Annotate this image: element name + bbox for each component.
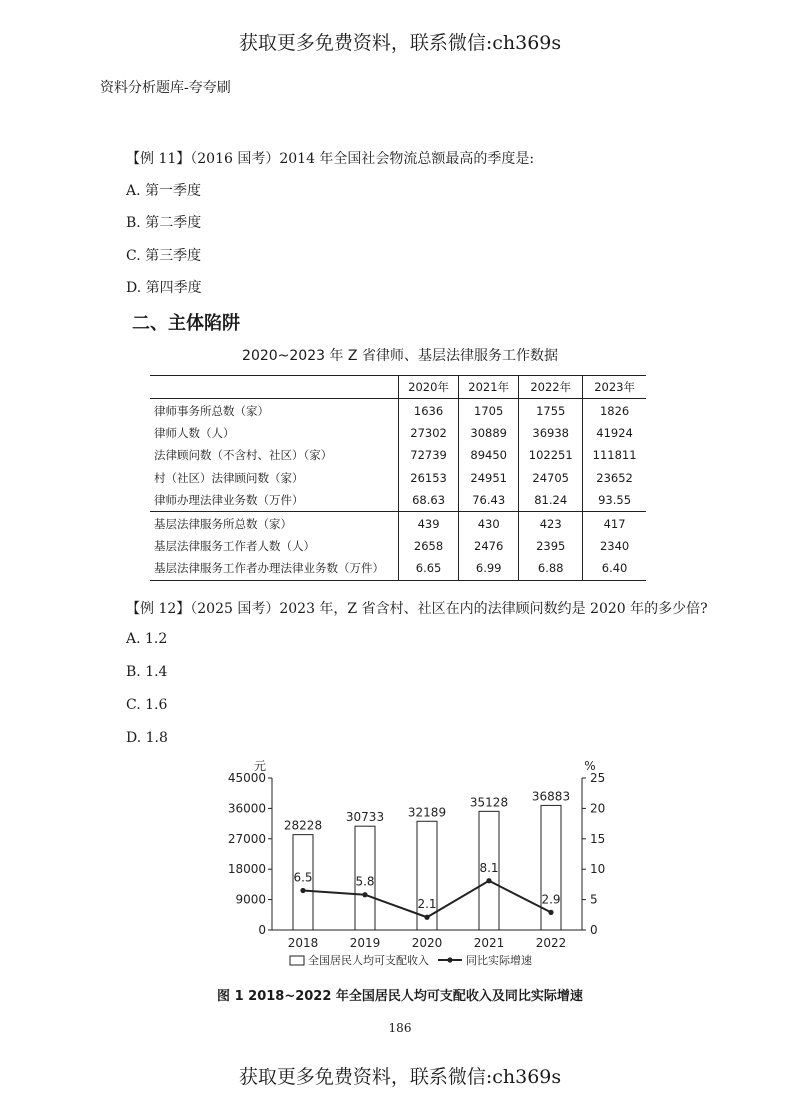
bar-value-label: 36883 bbox=[531, 789, 571, 804]
q11-option-a: A. 第一季度 bbox=[126, 183, 202, 199]
right-tick-label: 20 bbox=[590, 801, 606, 816]
table-header-cell: 2020年 bbox=[399, 376, 459, 399]
table-cell: 23652 bbox=[583, 467, 646, 489]
x-tick-label: 2019 bbox=[349, 936, 381, 950]
bar-value-label: 30733 bbox=[345, 810, 385, 825]
row-label: 基层法律服务工作者人数（人） bbox=[154, 538, 315, 553]
table-cell: 1826 bbox=[583, 399, 646, 422]
legend-line-marker bbox=[447, 957, 452, 962]
table-cell: 2476 bbox=[459, 535, 519, 557]
table-header-cell bbox=[150, 376, 399, 399]
table-header-cell: 2022年 bbox=[519, 376, 583, 399]
legend-bar-label: 全国居民人均可支配收入 bbox=[308, 954, 429, 967]
left-tick-label: 0 bbox=[258, 923, 266, 937]
left-tick-label: 9000 bbox=[235, 892, 266, 907]
q11-option-b: B. 第二季度 bbox=[126, 215, 202, 231]
left-tick-label: 27000 bbox=[227, 831, 266, 846]
x-tick-label: 2021 bbox=[473, 936, 505, 950]
table-cell: 24705 bbox=[519, 467, 583, 489]
legend-line-label: 同比实际增速 bbox=[466, 954, 532, 967]
table-row bbox=[150, 399, 646, 422]
table-cell: 102251 bbox=[519, 444, 583, 466]
question-12: 【例 12】（2025 国考）2023 年，Z 省含村、社区在内的法律顾问数约是 2020 年的多少倍? bbox=[126, 601, 708, 617]
left-tick-label: 45000 bbox=[227, 771, 266, 785]
bar-value-label: 35128 bbox=[469, 795, 509, 810]
bar-value-label: 28228 bbox=[283, 818, 323, 833]
table-cell: 6.65 bbox=[399, 557, 459, 580]
table-cell: 68.63 bbox=[399, 489, 459, 512]
income-chart bbox=[220, 758, 610, 983]
right-tick-label: 15 bbox=[590, 831, 606, 846]
table-row bbox=[150, 535, 646, 557]
x-tick-label: 2018 bbox=[287, 936, 319, 950]
table-cell: 89450 bbox=[459, 444, 519, 466]
table-cell: 430 bbox=[459, 512, 519, 535]
table-cell: 2340 bbox=[583, 535, 646, 557]
growth-value-label: 2.1 bbox=[417, 897, 437, 912]
left-tick-label: 36000 bbox=[227, 801, 266, 816]
question-11: 【例 11】（2016 国考）2014 年全国社会物流总额最高的季度是: bbox=[126, 151, 535, 167]
table-cell: 2395 bbox=[519, 535, 583, 557]
row-label: 村（社区）法律顾问数（家） bbox=[154, 470, 304, 485]
table-cell: 6.88 bbox=[519, 557, 583, 580]
table-cell: 423 bbox=[519, 512, 583, 535]
table-cell: 81.24 bbox=[519, 489, 583, 512]
table-cell: 41924 bbox=[583, 422, 646, 444]
table-title: 2020~2023 年 Z 省律师、基层法律服务工作数据 bbox=[242, 348, 558, 364]
growth-point bbox=[362, 892, 367, 897]
row-label: 基层法律服务工作者办理法律业务数（万件） bbox=[154, 561, 384, 576]
table-row bbox=[150, 512, 646, 535]
row-label: 律师事务所总数（家） bbox=[154, 403, 269, 418]
table-cell: 439 bbox=[399, 512, 459, 535]
legend-bar-swatch bbox=[290, 956, 304, 965]
x-tick-label: 2022 bbox=[535, 936, 567, 950]
growth-point bbox=[486, 878, 491, 883]
table-row bbox=[150, 557, 646, 580]
table-cell: 76.43 bbox=[459, 489, 519, 512]
page-subtitle: 资料分析题库-夸夸刷 bbox=[100, 80, 231, 96]
table-header-cell: 2023年 bbox=[583, 376, 646, 399]
table-cell: 6.99 bbox=[459, 557, 519, 580]
table-row bbox=[150, 444, 646, 466]
page-number: 186 bbox=[388, 1021, 412, 1035]
growth-point bbox=[424, 915, 429, 920]
table-cell: 417 bbox=[583, 512, 646, 535]
right-tick-label: 5 bbox=[590, 892, 598, 907]
table-cell: 24951 bbox=[459, 467, 519, 489]
row-label: 律师办理法律业务数（万件） bbox=[154, 493, 304, 508]
chart-caption: 图 1 2018~2022 年全国居民人均可支配收入及同比实际增速 bbox=[217, 989, 583, 1004]
q12-option-d: D. 1.8 bbox=[126, 730, 168, 746]
q12-option-c: C. 1.6 bbox=[126, 697, 168, 713]
growth-point bbox=[300, 888, 305, 893]
left-tick-label: 18000 bbox=[227, 862, 266, 877]
right-tick-label: 25 bbox=[590, 771, 606, 785]
table-cell: 26153 bbox=[399, 467, 459, 489]
table-row bbox=[150, 467, 646, 489]
growth-point bbox=[548, 910, 553, 915]
table-row bbox=[150, 489, 646, 512]
growth-value-label: 2.9 bbox=[541, 892, 561, 907]
footer-banner: 获取更多免费资料，联系微信:ch369s bbox=[238, 1066, 562, 1088]
table-header-cell: 2021年 bbox=[459, 376, 519, 399]
row-label: 基层法律服务所总数（家） bbox=[154, 516, 292, 531]
growth-value-label: 6.5 bbox=[293, 870, 313, 885]
bar-value-label: 32189 bbox=[407, 805, 447, 820]
table-cell: 2658 bbox=[399, 535, 459, 557]
right-tick-label: 0 bbox=[590, 923, 598, 937]
q11-option-c: C. 第三季度 bbox=[126, 248, 202, 264]
q12-option-b: B. 1.4 bbox=[126, 664, 168, 680]
table-cell: 93.55 bbox=[583, 489, 646, 512]
row-label: 律师人数（人） bbox=[154, 425, 235, 440]
table-cell: 1755 bbox=[519, 399, 583, 422]
table-cell: 30889 bbox=[459, 422, 519, 444]
growth-value-label: 5.8 bbox=[355, 874, 375, 889]
table-cell: 36938 bbox=[519, 422, 583, 444]
q12-option-a: A. 1.2 bbox=[126, 631, 168, 647]
section-heading: 二、主体陷阱 bbox=[132, 313, 240, 334]
right-tick-label: 10 bbox=[590, 862, 606, 877]
table-cell: 27302 bbox=[399, 422, 459, 444]
x-tick-label: 2020 bbox=[411, 936, 443, 950]
row-label: 法律顾问数（不含村、社区）（家） bbox=[154, 448, 333, 463]
table-cell: 1636 bbox=[399, 399, 459, 422]
left-axis-unit: 元 bbox=[253, 759, 267, 773]
growth-value-label: 8.1 bbox=[479, 860, 499, 875]
table-cell: 72739 bbox=[399, 444, 459, 466]
data-table bbox=[150, 375, 646, 581]
table-cell: 1705 bbox=[459, 399, 519, 422]
q11-option-d: D. 第四季度 bbox=[126, 280, 202, 296]
right-axis-unit: % bbox=[584, 759, 596, 773]
table-header-row bbox=[150, 376, 646, 399]
header-banner: 获取更多免费资料，联系微信:ch369s bbox=[238, 32, 562, 54]
table-cell: 111811 bbox=[583, 444, 646, 466]
table-cell: 6.40 bbox=[583, 557, 646, 580]
table-row bbox=[150, 422, 646, 444]
